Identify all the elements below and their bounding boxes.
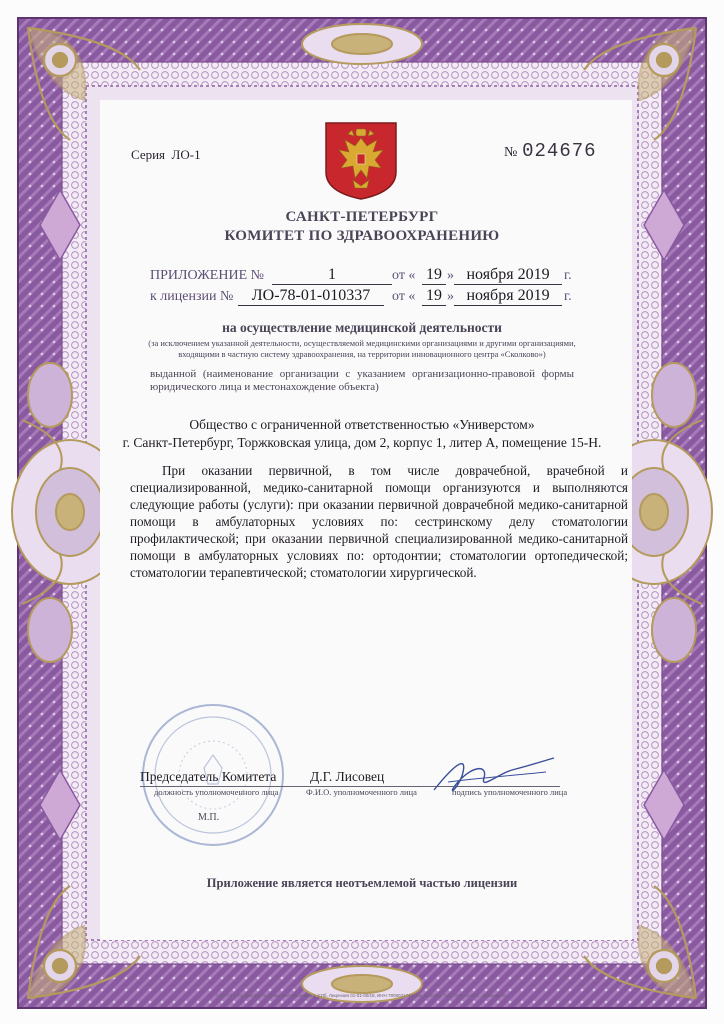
position-caption: должность уполномоченного лица xyxy=(154,787,279,797)
footer-note: Приложение является неотъемлемой частью лицензии xyxy=(206,876,518,890)
appendix-line xyxy=(150,266,580,286)
seal-place-mark: М.П. xyxy=(198,812,220,823)
activity-title: на осуществление медицинской деятельности xyxy=(222,320,502,335)
appendix-day: 19 xyxy=(422,266,446,285)
print-info: © ФГУП «Типография №22 им. М.И. Калинина». СПб, Лицензия 01-01-00/18, ИНН 7808031743, зак. 1430/19, Тир. 4000, 2019 г., Уровень «Б» xyxy=(215,993,509,998)
coat-of-arms-emblem xyxy=(323,120,399,202)
sign-caption: подпись уполномоченного лица xyxy=(452,787,568,797)
name-caption: Ф.И.О. уполномоченного лица xyxy=(306,787,417,797)
appendix-from: от « xyxy=(392,268,416,283)
number-value: 024676 xyxy=(522,140,597,162)
license-year-suffix: г. xyxy=(564,289,572,304)
top-medallion xyxy=(302,24,422,64)
license-number: ЛО-78-01-010337 xyxy=(238,287,384,306)
license-label: к лицензии № xyxy=(150,289,234,304)
authority-city: САНКТ-ПЕТЕРБУРГ xyxy=(285,209,439,225)
activity-note: (за исключением указанной деятельности, осуществляемой медицинскими организациями и другими организациями, входящими в частную систему здравоохранения, на территории инновационного центра «Сколково») xyxy=(148,338,576,359)
license-from: от « xyxy=(392,289,416,304)
organization-block xyxy=(118,416,606,452)
authority-block xyxy=(180,208,544,246)
issued-to-caption: выданной (наименование организации с указанием организационно-правовой формы юридического лица и местонахождение объекта) xyxy=(150,368,574,393)
signatory-position: Председатель Комитета xyxy=(140,769,277,784)
appendix-month: ноября xyxy=(466,266,514,283)
organization-name: Общество с ограниченной ответственностью «Универстом» xyxy=(189,417,535,432)
authority-committee: КОМИТЕТ ПО ЗДРАВООХРАНЕНИЮ xyxy=(224,228,500,244)
appendix-year-suffix: г. xyxy=(564,268,572,283)
appendix-label: ПРИЛОЖЕНИЕ № xyxy=(150,268,264,283)
signatory-name: Д.Г. Лисовец xyxy=(310,769,385,784)
services-text: При оказании первичной, в том числе доврачебной, врачебной и специализированной, медико-санитарной помощи организуются и выполняются следующие работы (услуги): при оказании первичной доврачебной медико-санитарной помощи в амбулаторных условиях по: сестринскому делу стоматологии профилактической; при оказании первичной специализированной медико-санитарной помощи в амбулаторных условиях по: ортодонтии; стоматологии ортопедической; стоматологии терапевтической; стоматологии хирургической. xyxy=(130,463,628,580)
organization-address: г. Санкт-Петербург, Торжковская улица, дом 2, корпус 1, литер А, помещение 15-Н. xyxy=(122,435,602,450)
license-year: 2019 xyxy=(517,287,550,304)
appendix-year: 2019 xyxy=(517,266,550,283)
series-line xyxy=(131,147,201,163)
series-value: ЛО-1 xyxy=(171,147,201,162)
number-label: № xyxy=(504,145,518,160)
license-month: ноября xyxy=(466,287,514,304)
handwritten-signature xyxy=(428,752,558,800)
document-number xyxy=(504,140,597,162)
license-day: 19 xyxy=(422,287,446,306)
license-day-close: » xyxy=(447,289,454,304)
series-label: Серия xyxy=(131,147,166,162)
appendix-date xyxy=(454,266,562,285)
appendix-day-close: » xyxy=(447,268,454,283)
license-date xyxy=(454,287,562,306)
license-line xyxy=(150,287,580,307)
appendix-number: 1 xyxy=(272,266,392,285)
